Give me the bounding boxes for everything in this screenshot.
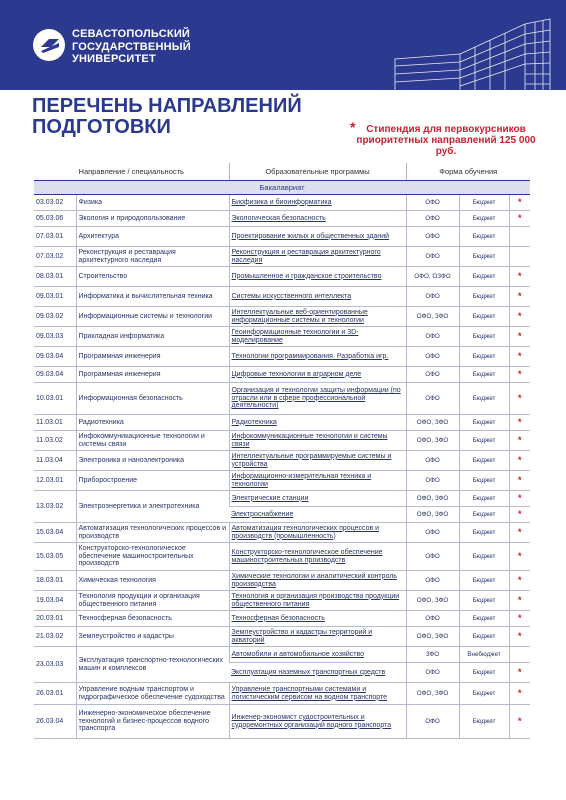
- header-banner: [0, 0, 566, 90]
- row-direction-name: Эксплуатация транспортно-технологических машин и комплексов: [76, 647, 229, 683]
- row-code: 08.03.01: [34, 267, 76, 287]
- row-program-link[interactable]: Реконструкция и реставрация архитектурного наследия: [229, 247, 406, 267]
- row-direction-name: Управление водным транспортом и гидрографическое обеспечение судоходства: [76, 683, 229, 705]
- row-code: 15.03.05: [34, 543, 76, 571]
- table-row: [34, 211, 530, 227]
- row-stipend-star: *: [509, 543, 530, 571]
- row-stipend-star: *: [509, 287, 530, 307]
- row-funding: Бюджет: [459, 683, 509, 705]
- row-funding: Бюджет: [459, 627, 509, 647]
- row-direction-name: Информационные системы и технологии: [76, 307, 229, 327]
- row-funding: Бюджет: [459, 611, 509, 627]
- row-program-link[interactable]: Техносферная безопасность: [229, 611, 406, 627]
- table-row: [34, 247, 530, 267]
- row-funding: Бюджет: [459, 591, 509, 611]
- row-funding: Внебюджет: [459, 647, 509, 663]
- row-funding: Бюджет: [459, 415, 509, 431]
- row-stipend-star: [509, 247, 530, 267]
- table-row: [34, 491, 530, 507]
- row-stipend-star: *: [509, 195, 530, 211]
- row-funding: Бюджет: [459, 383, 509, 415]
- row-funding: Бюджет: [459, 543, 509, 571]
- table-row: [34, 347, 530, 367]
- row-code: 20.03.01: [34, 611, 76, 627]
- row-code: 15.03.04: [34, 523, 76, 543]
- row-program-link[interactable]: Промышленное и гражданское строительство: [229, 267, 406, 287]
- table-row: [34, 571, 530, 591]
- row-stipend-star: *: [509, 211, 530, 227]
- row-direction-name: Экология и природопользование: [76, 211, 229, 227]
- table-row: [34, 627, 530, 647]
- row-stipend-star: *: [509, 491, 530, 507]
- row-program-link[interactable]: Геоинформационные технологии и 3D-моделирование: [229, 327, 406, 347]
- row-direction-name: Радиотехника: [76, 415, 229, 431]
- row-program-link[interactable]: Интеллектуальные веб-ориентированные информационные системы и технологии: [229, 307, 406, 327]
- row-direction-name: Архитектура: [76, 227, 229, 247]
- row-program-link[interactable]: Интеллектуальные программируемые системы и устройства: [229, 451, 406, 471]
- row-code: 05.03.06: [34, 211, 76, 227]
- row-code: 07.03.02: [34, 247, 76, 267]
- header-programs: Образовательные программы: [229, 163, 406, 181]
- row-code: 11.03.04: [34, 451, 76, 471]
- row-code: 21.03.02: [34, 627, 76, 647]
- row-stipend-star: *: [509, 523, 530, 543]
- row-program-link[interactable]: Автомобили и автомобильное хозяйство: [229, 647, 406, 663]
- row-stipend-star: *: [509, 591, 530, 611]
- row-program-link[interactable]: Электроснабжение: [229, 507, 406, 523]
- row-program-link[interactable]: Химические технологии и аналитический контроль производства: [229, 571, 406, 591]
- table-row: [34, 705, 530, 739]
- row-funding: Бюджет: [459, 195, 509, 211]
- table-row: [34, 611, 530, 627]
- row-funding: Бюджет: [459, 705, 509, 739]
- row-study-form: ОФО: [406, 471, 459, 491]
- row-direction-name: Информационная безопасность: [76, 383, 229, 415]
- row-study-form: ОФО: [406, 195, 459, 211]
- row-study-form: ОФО, ЗФО: [406, 307, 459, 327]
- row-code: 18.03.01: [34, 571, 76, 591]
- row-code: 09.03.04: [34, 367, 76, 383]
- row-funding: Бюджет: [459, 491, 509, 507]
- row-stipend-star: *: [509, 705, 530, 739]
- row-study-form: ОФО: [406, 663, 459, 683]
- table-row: [34, 591, 530, 611]
- table-row: [34, 383, 530, 415]
- row-direction-name: Техносферная безопасность: [76, 611, 229, 627]
- row-program-link[interactable]: Радиотехника: [229, 415, 406, 431]
- row-program-link[interactable]: Электрические станции: [229, 491, 406, 507]
- row-study-form: ОФО: [406, 347, 459, 367]
- table-row: [34, 195, 530, 211]
- row-direction-name: Конструкторско-технологическое обеспечение машиностроительных производств: [76, 543, 229, 571]
- row-program-link[interactable]: Технология и организация производства продукции общественного питания: [229, 591, 406, 611]
- row-study-form: ОФО, ЗФО: [406, 683, 459, 705]
- row-program-link[interactable]: Конструкторско-технологическое обеспечение машиностроительных производств: [229, 543, 406, 571]
- row-stipend-star: *: [509, 663, 530, 683]
- row-stipend-star: *: [509, 367, 530, 383]
- row-stipend-star: *: [509, 451, 530, 471]
- row-code: 09.03.03: [34, 327, 76, 347]
- row-program-link[interactable]: Проектирование жилых и общественных зданий: [229, 227, 406, 247]
- row-study-form: ОФО: [406, 523, 459, 543]
- table-row: [34, 543, 530, 571]
- row-funding: Бюджет: [459, 663, 509, 683]
- row-stipend-star: *: [509, 507, 530, 523]
- row-study-form: ОФО: [406, 211, 459, 227]
- row-direction-name: Программная инженерия: [76, 367, 229, 383]
- row-code: 09.03.02: [34, 307, 76, 327]
- row-code: 09.03.04: [34, 347, 76, 367]
- row-code: 03.03.02: [34, 195, 76, 211]
- table-header-row: [34, 163, 530, 181]
- table-row: [34, 415, 530, 431]
- row-stipend-star: *: [509, 383, 530, 415]
- row-study-form: ОФО, ЗФО: [406, 415, 459, 431]
- row-direction-name: Реконструкция и реставрация архитектурного наследия: [76, 247, 229, 267]
- row-stipend-star: *: [509, 571, 530, 591]
- row-direction-name: Электроэнергетика и электротехника: [76, 491, 229, 523]
- table-row: [34, 647, 530, 663]
- row-study-form: ОФО: [406, 451, 459, 471]
- row-program-link[interactable]: Землеустройство и кадастры территорий и акваторий: [229, 627, 406, 647]
- table-row: [34, 227, 530, 247]
- row-funding: Бюджет: [459, 431, 509, 451]
- university-building-icon: [385, 14, 555, 90]
- table-row: [34, 523, 530, 543]
- row-program-link[interactable]: Инженер-экономист судостроительных и судоремонтных организаций водного транспорта: [229, 705, 406, 739]
- row-direction-name: Прикладная информатика: [76, 327, 229, 347]
- row-funding: Бюджет: [459, 451, 509, 471]
- row-code: 10.03.01: [34, 383, 76, 415]
- row-stipend-star: *: [509, 267, 530, 287]
- table-row: [34, 431, 530, 451]
- row-study-form: ОФО: [406, 571, 459, 591]
- row-funding: Бюджет: [459, 367, 509, 383]
- row-funding: Бюджет: [459, 347, 509, 367]
- row-program-link[interactable]: Инфокоммуникационные технологии и системы связи: [229, 431, 406, 451]
- row-program-link[interactable]: Экологическая безопасность: [229, 211, 406, 227]
- table-row: [34, 307, 530, 327]
- university-name: СЕВАСТОПОЛЬСКИЙ ГОСУДАРСТВЕННЫЙ УНИВЕРСИТЕТ: [72, 28, 191, 65]
- row-direction-name: Инженерно-экономическое обеспечение технологий и бизнес-процессов водного транспорта: [76, 705, 229, 739]
- row-funding: Бюджет: [459, 287, 509, 307]
- row-funding: Бюджет: [459, 571, 509, 591]
- row-funding: Бюджет: [459, 471, 509, 491]
- header-direction: Направление / специальность: [34, 163, 229, 181]
- row-direction-name: Химическая технология: [76, 571, 229, 591]
- stipend-star: *: [350, 119, 356, 135]
- page-title: ПЕРЕЧЕНЬ НАПРАВЛЕНИЙ ПОДГОТОВКИ: [32, 95, 302, 138]
- row-program-link[interactable]: Информационно-измерительная техника и технологии: [229, 471, 406, 491]
- table-row: [34, 267, 530, 287]
- row-direction-name: Физика: [76, 195, 229, 211]
- row-direction-name: Информатика и вычислительная техника: [76, 287, 229, 307]
- row-stipend-star: *: [509, 307, 530, 327]
- row-stipend-star: *: [509, 471, 530, 491]
- row-direction-name: Землеустройство и кадастры: [76, 627, 229, 647]
- row-study-form: ЗФО: [406, 647, 459, 663]
- row-stipend-star: *: [509, 347, 530, 367]
- row-funding: Бюджет: [459, 327, 509, 347]
- row-program-link[interactable]: Технологии программирования. Разработка игр.: [229, 347, 406, 367]
- row-funding: Бюджет: [459, 307, 509, 327]
- table-row: [34, 683, 530, 705]
- row-study-form: ОФО: [406, 227, 459, 247]
- row-study-form: ОФО: [406, 287, 459, 307]
- row-study-form: ОФО, ЗФО: [406, 627, 459, 647]
- row-code: 11.03.01: [34, 415, 76, 431]
- row-stipend-star: *: [509, 327, 530, 347]
- row-code: 19.03.04: [34, 591, 76, 611]
- row-code: 07.03.01: [34, 227, 76, 247]
- row-program-link[interactable]: Системы искусственного интеллекта: [229, 287, 406, 307]
- row-stipend-star: *: [509, 627, 530, 647]
- row-direction-name: Программная инженерия: [76, 347, 229, 367]
- stipend-note: [346, 119, 546, 157]
- row-study-form: ОФО: [406, 327, 459, 347]
- section-row: [34, 181, 530, 195]
- row-study-form: ОФО, ЗФО: [406, 507, 459, 523]
- row-funding: Бюджет: [459, 211, 509, 227]
- row-program-link[interactable]: Организация и технологии защиты информации (по отрасли или в сфере профессиональной деятельности): [229, 383, 406, 415]
- section-label: Бакалавриат: [34, 181, 530, 195]
- row-study-form: ОФО: [406, 543, 459, 571]
- row-program-link[interactable]: Эксплуатация наземных транспортных средств: [229, 663, 406, 683]
- row-funding: Бюджет: [459, 523, 509, 543]
- row-code: 11.03.02: [34, 431, 76, 451]
- row-program-link[interactable]: Управление транспортными системами и логистическим сервисом на водном транспорте: [229, 683, 406, 705]
- table-row: [34, 287, 530, 307]
- row-program-link[interactable]: Биофизика и биоинформатика: [229, 195, 406, 211]
- row-study-form: ОФО: [406, 705, 459, 739]
- table-row: [34, 367, 530, 383]
- row-stipend-star: [509, 647, 530, 663]
- row-stipend-star: *: [509, 683, 530, 705]
- row-code: 12.03.01: [34, 471, 76, 491]
- row-funding: Бюджет: [459, 247, 509, 267]
- row-stipend-star: *: [509, 611, 530, 627]
- row-stipend-star: [509, 227, 530, 247]
- row-direction-name: Электроника и наноэлектроника: [76, 451, 229, 471]
- row-stipend-star: *: [509, 415, 530, 431]
- table-row: [34, 327, 530, 347]
- row-direction-name: Строительство: [76, 267, 229, 287]
- row-study-form: ОФО: [406, 383, 459, 415]
- header-form: Форма обучения: [406, 163, 530, 181]
- stipend-text: Стипендия для первокурсников приоритетных направлений 125 000 руб.: [356, 124, 536, 157]
- row-study-form: ОФО, ЗФО: [406, 591, 459, 611]
- row-direction-name: Технология продукции и организация общественного питания: [76, 591, 229, 611]
- row-code: 09.03.01: [34, 287, 76, 307]
- table-row: [34, 471, 530, 491]
- row-code: 23.03.03: [34, 647, 76, 683]
- row-study-form: ОФО, ЗФО: [406, 491, 459, 507]
- table-row: [34, 451, 530, 471]
- row-funding: Бюджет: [459, 507, 509, 523]
- row-program-link[interactable]: Автоматизация технологических процессов и производств (промышленность): [229, 523, 406, 543]
- row-study-form: ОФО, ЗФО: [406, 431, 459, 451]
- row-study-form: ОФО: [406, 247, 459, 267]
- row-funding: Бюджет: [459, 227, 509, 247]
- row-program-link[interactable]: Цифровые технологии в аграрном деле: [229, 367, 406, 383]
- row-study-form: ОФО, ОЗФО: [406, 267, 459, 287]
- row-code: 26.03.01: [34, 683, 76, 705]
- programs-table: [34, 163, 530, 739]
- row-code: 26.03.04: [34, 705, 76, 739]
- row-direction-name: Инфокоммуникационные технологии и системы связи: [76, 431, 229, 451]
- row-study-form: ОФО: [406, 611, 459, 627]
- row-funding: Бюджет: [459, 267, 509, 287]
- row-code: 13.03.02: [34, 491, 76, 523]
- row-stipend-star: *: [509, 431, 530, 451]
- row-direction-name: Приборостроение: [76, 471, 229, 491]
- row-direction-name: Автоматизация технологических процессов и производств: [76, 523, 229, 543]
- row-study-form: ОФО: [406, 367, 459, 383]
- sevsu-logo-icon: [33, 29, 65, 61]
